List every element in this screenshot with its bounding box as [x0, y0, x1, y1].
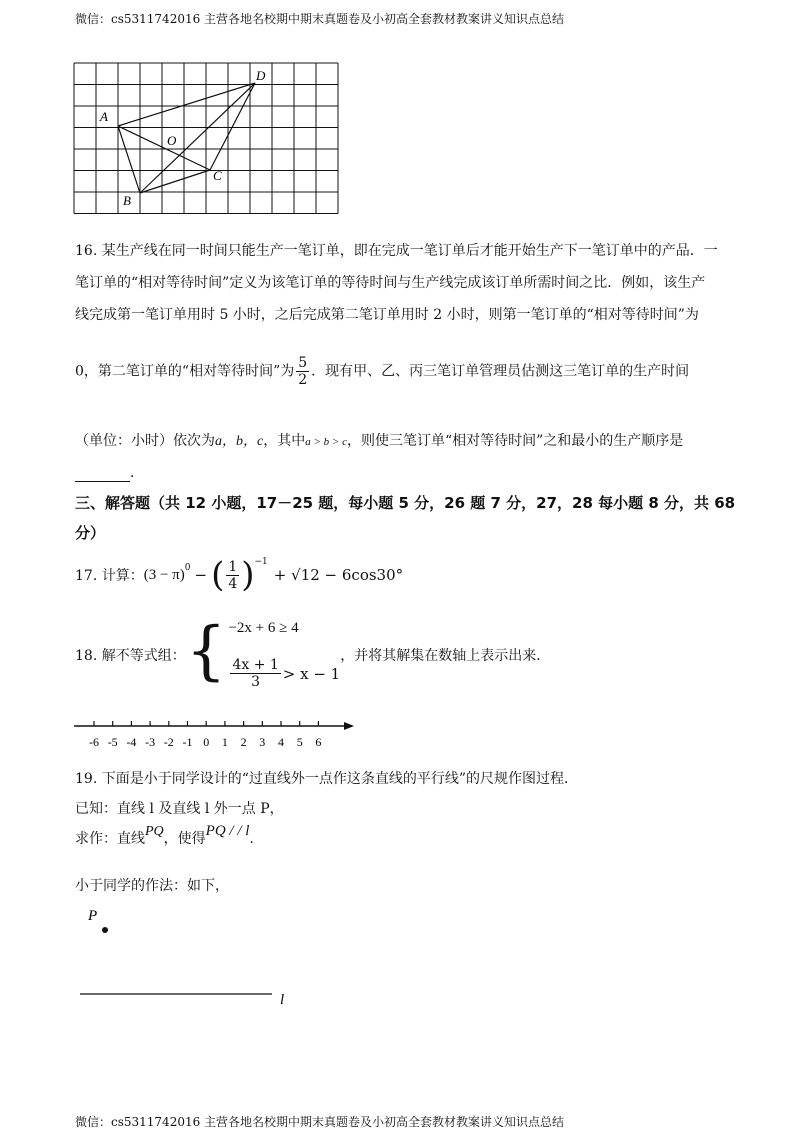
q16-condition: a > b > c [305, 436, 347, 448]
q19-method: 小于同学的作法：如下， [75, 878, 229, 894]
q17-right-paren: ) [241, 555, 255, 595]
section3-title-line1: 三、解答题（共 12 小题，17－25 题，每小题 5 分，26 题 7 分，27，28 每小题 8 分，共 68 [75, 494, 736, 512]
section3-title-line2: 分） [75, 524, 106, 542]
q16-vars: a，b，c [215, 434, 264, 449]
number-line-tick-label: 2 [240, 735, 247, 749]
q19-find [75, 823, 254, 852]
number-line-arrow [344, 722, 354, 730]
segment-DC [210, 83, 255, 170]
q16-answer-blank[interactable] [75, 462, 144, 482]
number-line-tick-label: -4 [126, 735, 137, 749]
q16-blank-end: ． [130, 465, 144, 481]
page-footer: 微信：cs5311742016 主营各地名校期中期末真题卷及小初高全套教材教案讲义知识点总结 [75, 1115, 565, 1129]
line-l-label: l [280, 992, 285, 1008]
segment-AC [118, 126, 210, 170]
label-A: A [100, 109, 108, 124]
q17-exp0: 0 [184, 563, 191, 573]
label-B: B [123, 193, 131, 208]
answer-blank-line[interactable] [75, 465, 130, 482]
page-header: 微信：cs5311742016 主营各地名校期中期末真题卷及小初高全套教材教案讲义知识点总结 [75, 12, 565, 26]
q17-minus: − [194, 566, 208, 584]
q19-find-pq: PQ [145, 824, 164, 839]
segment-DB [140, 83, 255, 193]
q17-prefix: 17. 计算： [75, 568, 144, 584]
label-C: C [213, 168, 222, 183]
q17-exp-neg1: −1 [254, 557, 268, 567]
number-line-tick-label: -5 [107, 735, 118, 749]
q17-part2: + √12 − 6cos30° [273, 566, 404, 584]
point-P-label: P [88, 908, 98, 924]
number-line-tick-label: 4 [278, 735, 284, 749]
q16-line2: 笔订单的“相对等待时间”定义为该笔订单的等待时间与生产线完成该订单所需时间之比．例如，该生产 [75, 275, 706, 291]
q16-line4 [75, 355, 689, 388]
number-line-tick-label: 3 [259, 735, 266, 749]
q16-line5 [75, 430, 683, 450]
q17-frac-num: 1 [228, 558, 238, 575]
q16-frac-num: 5 [298, 355, 308, 371]
segment-AD [118, 83, 255, 126]
q17-left-paren: ( [211, 555, 225, 595]
q19-find-a: 求作：直线 [75, 831, 145, 847]
q17-part1: (3 − π) [143, 566, 185, 583]
construction-figure [70, 900, 310, 1010]
q18-ineq2 [228, 657, 340, 690]
q18-suffix: ，并将其解集在数轴上表示出来． [340, 648, 551, 664]
q16-line1: 16. 某生产线在同一时间只能生产一笔订单，即在完成一笔订单后才能开始生产下一笔订单中的产品．一 [75, 243, 718, 259]
number-line-tick-label: -1 [182, 735, 193, 749]
q18-ineq2-den: 3 [251, 674, 261, 690]
q17-fraction [226, 559, 239, 592]
q19-known: 已知：直线 l 及直线 l 外一点 P， [75, 801, 284, 817]
number-line-tick-label: -3 [145, 735, 156, 749]
number-line [72, 718, 362, 752]
number-line-tick-label: -6 [89, 735, 99, 749]
number-line-tick-label: 5 [296, 735, 303, 749]
q19-find-end: . [249, 831, 254, 847]
q16-line5-b: ，其中 [263, 433, 306, 449]
number-line-tick-label: -2 [163, 735, 174, 749]
q16-line5-c: ，则使三笔订单“相对等待时间”之和最小的生产顺序是 [346, 433, 684, 449]
grid-figure [60, 58, 360, 218]
q18-prefix: 18. 解不等式组： [75, 648, 186, 664]
q17 [75, 555, 403, 595]
point-P [102, 927, 108, 933]
q18-system [228, 620, 340, 690]
q18-brace: { [185, 614, 227, 688]
q19-find-b: ，使得 [163, 831, 206, 847]
q18-ineq2-frac [230, 657, 280, 690]
q19-find-par: PQ / / l [205, 823, 250, 839]
q16-line5-a: （单位：小时）依次为 [75, 433, 215, 449]
number-line-tick-label: 0 [203, 735, 210, 749]
q18-ineq2-rest: > x − 1 [282, 664, 341, 683]
q19-line1: 19. 下面是小于同学设计的“过直线外一点作这条直线的平行线”的尺规作图过程． [75, 771, 579, 787]
q16-frac-den: 2 [298, 372, 308, 388]
q18-ineq2-num: 4x + 1 [232, 657, 279, 673]
number-line-tick-label: 6 [315, 735, 322, 749]
q18-ineq1: −2x + 6 ≥ 4 [228, 620, 299, 636]
q16-line4-a: 0，第二笔订单的“相对等待时间”为 [75, 363, 295, 380]
q16-line4-b: ．现有甲、乙、丙三笔订单管理员估测这三笔订单的生产时间 [311, 363, 690, 380]
q17-frac-den: 4 [228, 575, 238, 592]
label-D: D [256, 68, 266, 83]
q16-line3: 线完成第一笔订单用时 5 小时，之后完成第二笔订单用时 2 小时，则第一笔订单的“相对等待时间”为 [75, 307, 699, 323]
label-O: O [167, 133, 177, 148]
segment-AB [118, 126, 140, 193]
q16-fraction [296, 355, 309, 388]
segment-BC [140, 170, 210, 193]
number-line-tick-label: 1 [221, 735, 228, 749]
q18 [75, 614, 551, 690]
